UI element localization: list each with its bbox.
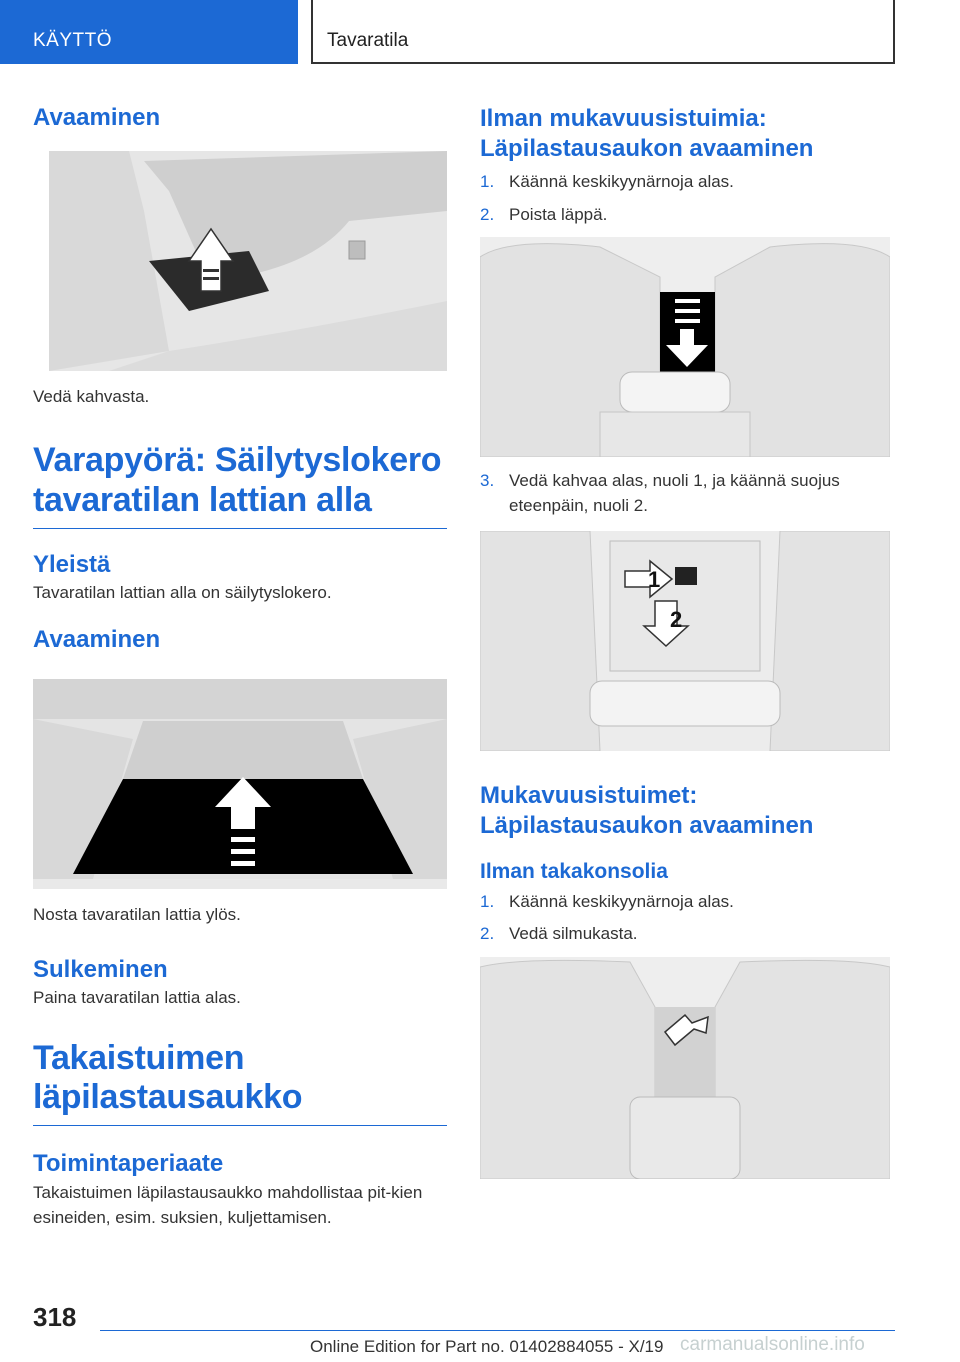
steps-list-a3	[480, 469, 890, 518]
chapter-tab	[0, 0, 298, 64]
caption-vedä-kahvasta: Vedä kahvasta.	[33, 386, 150, 406]
list-item: 2. Vedä silmukasta.	[480, 924, 638, 944]
heading-varapyora: Varapyörä: Säilytyslokero tavaratilan lattian alla	[33, 441, 447, 528]
heading-avaaminen-1: Avaaminen	[33, 104, 161, 131]
watermark: carmanualsonline.info	[680, 1334, 865, 1355]
section-tab	[311, 0, 895, 64]
caption-nosta-lattia: Nosta tavaratilan lattia ylös.	[33, 904, 241, 924]
heading-mukavuusistuimet: Mukavuusistuimet: Läpilastausaukon avaaminen	[480, 781, 814, 839]
arrow-label-2: 2	[670, 606, 683, 632]
heading-yleista: Yleistä	[33, 550, 111, 578]
footer-edition: Online Edition for Part no. 01402884055 - X/19	[310, 1337, 664, 1356]
list-item: 1. Käännä keskikyynärnoja alas.	[480, 172, 734, 191]
heading-avaaminen-2: Avaaminen	[33, 626, 161, 654]
figure-trunk-floor	[33, 679, 447, 889]
paragraph-yleista: Tavaratilan lattian alla on säilytyslokero.	[33, 583, 332, 603]
heading-takaistuimen: Takaistuimen läpilastausaukko	[33, 1039, 447, 1126]
arrow-label-1: 1	[648, 566, 661, 592]
footer-divider	[100, 1330, 895, 1331]
paragraph-sulkeminen: Paina tavaratilan lattia alas.	[33, 988, 241, 1008]
page-number: 318	[33, 1302, 77, 1332]
section-title: Tavaratila	[327, 30, 409, 51]
heading-ilman-takakonsolia: Ilman takakonsolia	[480, 859, 668, 883]
chapter-title: KÄYTTÖ	[33, 30, 113, 51]
figure-comfort-seat-loop	[480, 957, 890, 1179]
list-item: 2. Poista läppä.	[480, 204, 608, 224]
figure-console-arrows	[480, 531, 890, 751]
paragraph-toimintaperiaate: Takaistuimen läpilastausaukko mahdollistaa pit-kien esineiden, esim. suksien, kuljettamisen.	[33, 1182, 423, 1227]
heading-ilman-mukavuusistuimia: Ilman mukavuusistuimia: Läpilastausaukon avaaminen	[480, 105, 814, 162]
heading-sulkeminen: Sulkeminen	[33, 955, 168, 983]
list-item: 1. Käännä keskikyynärnoja alas.	[480, 891, 734, 911]
figure-rear-seat-flap	[480, 237, 890, 457]
list-item: 3. Vedä kahvaa alas, nuoli 1, ja käännä suojus eteenpäin, nuoli 2.	[480, 471, 840, 515]
heading-toimintaperiaate: Toimintaperiaate	[33, 1150, 224, 1178]
figure-trunk-handle	[49, 151, 447, 371]
right-column	[480, 96, 890, 1179]
steps-list-a	[480, 170, 890, 227]
steps-list-b	[480, 890, 890, 947]
left-column	[33, 96, 447, 1230]
